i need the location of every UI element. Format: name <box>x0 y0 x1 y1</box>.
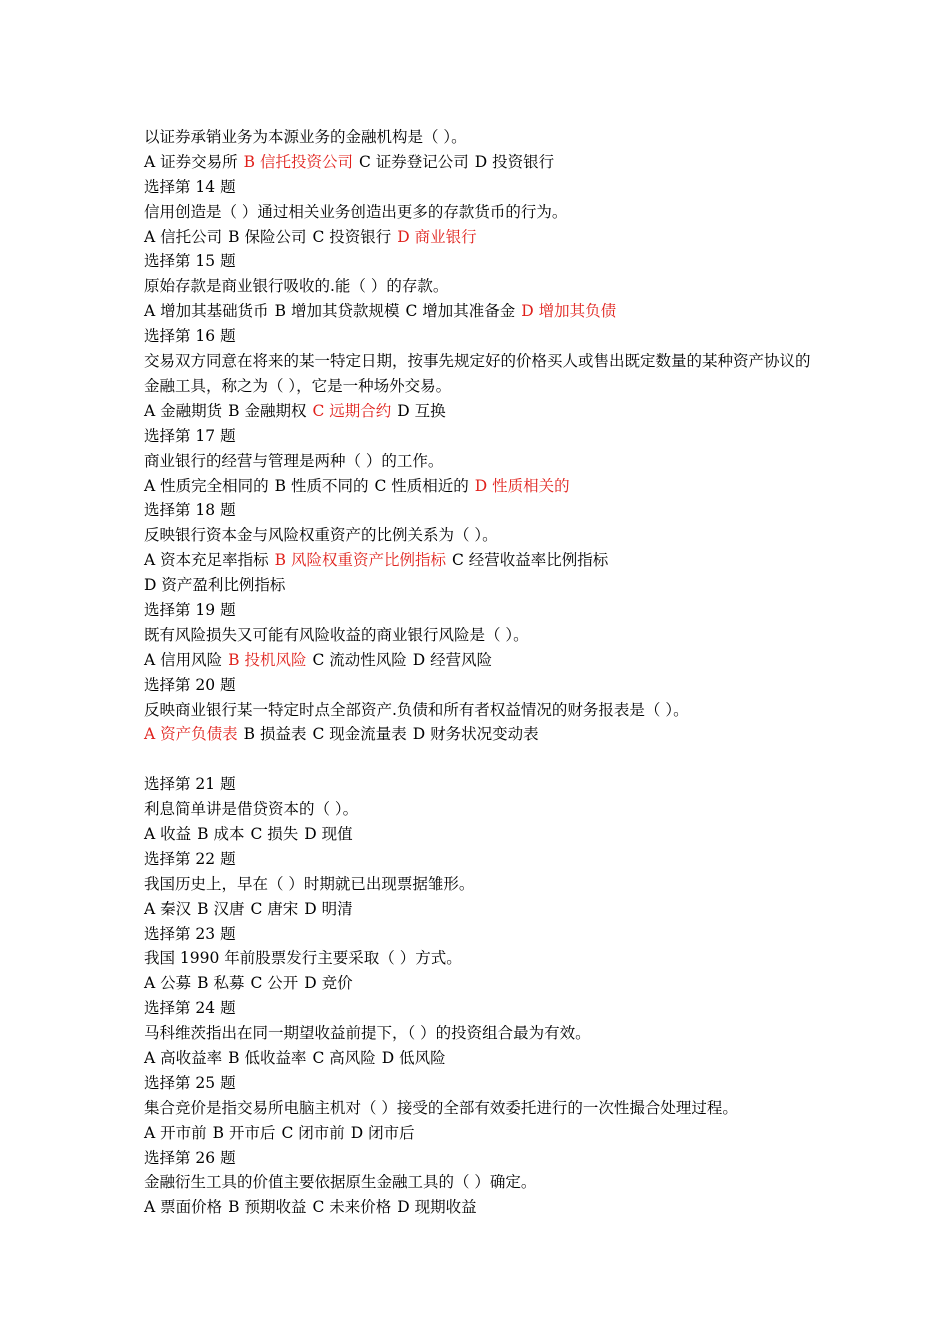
question-text: 反映银行资本金与风险权重资产的比例关系为（ ）。 <box>144 526 498 545</box>
answer-option: D 明清 <box>304 899 353 918</box>
question-number: 选择第 15 题 <box>144 252 236 271</box>
answer-option: A 票面价格 <box>144 1198 223 1217</box>
question-text: 以证券承销业务为本源业务的金融机构是（ ）。 <box>144 128 467 146</box>
question-number: 选择第 26 题 <box>144 1148 236 1167</box>
question-text: 我国历史上，早在（ ）时期就已出现票据雏形。 <box>144 874 475 893</box>
answer-option: B 私募 <box>197 974 245 993</box>
question-number: 选择第 21 题 <box>144 775 236 794</box>
correct-option: B 风险权重资产比例指标 <box>274 551 446 570</box>
answer-option: D 经营风险 <box>412 650 493 669</box>
answer-option: B 损益表 <box>243 725 307 744</box>
answer-options <box>144 648 824 673</box>
document-page <box>144 125 824 1220</box>
answer-options <box>144 150 824 175</box>
question-text: 利息简单讲是借贷资本的（ ）。 <box>144 800 359 819</box>
question-text: 马科维茨指出在同一期望收益前提下，（ ）的投资组合最为有效。 <box>144 1024 591 1043</box>
question-number: 选择第 19 题 <box>144 600 236 619</box>
answer-option: C 公开 <box>250 974 299 993</box>
answer-option: B 预期收益 <box>228 1198 307 1217</box>
answer-option: A 秦汉 <box>144 899 192 918</box>
answer-option: B 低收益率 <box>228 1048 307 1067</box>
answer-option: C 高风险 <box>312 1048 376 1067</box>
answer-option: D 竞价 <box>304 974 353 993</box>
answer-options <box>144 548 824 573</box>
answer-option: D 资产盈利比例指标 <box>144 576 286 595</box>
correct-option: D 增加其负债 <box>521 302 617 321</box>
answer-option: A 高收益率 <box>144 1048 223 1067</box>
question-number: 选择第 25 题 <box>144 1073 236 1092</box>
correct-option: C 远期合约 <box>312 401 392 420</box>
correct-option: B 投机风险 <box>228 650 307 669</box>
answer-option: B 增加其贷款规模 <box>274 302 400 321</box>
question-text: 商业银行的经营与管理是两种（ ）的工作。 <box>144 451 444 470</box>
question-text: 交易双方同意在将来的某一特定日期，按事先规定好的价格买人或售出既定数量的某种资产协议的金融工具，称之为（ ），它是一种场外交易。 <box>144 352 811 395</box>
answer-options <box>144 822 824 847</box>
answer-option: D 低风险 <box>381 1048 446 1067</box>
answer-option: D 财务状况变动表 <box>412 725 539 744</box>
answer-option: B 汉唐 <box>197 899 245 918</box>
answer-option: B 金融期权 <box>228 401 307 420</box>
question-text: 既有风险损失又可能有风险收益的商业银行风险是（ ）。 <box>144 625 529 644</box>
answer-option: C 性质相近的 <box>374 476 469 495</box>
answer-option: A 金融期货 <box>144 401 223 420</box>
question-text: 原始存款是商业银行吸收的.能（ ）的存款。 <box>144 277 449 296</box>
correct-option: B 信托投资公司 <box>243 152 353 171</box>
answer-option: C 未来价格 <box>312 1198 392 1217</box>
answer-option: B 保险公司 <box>228 227 307 246</box>
answer-options <box>144 299 824 324</box>
answer-option: D 闭市后 <box>350 1123 415 1142</box>
answer-option: B 开市后 <box>212 1123 276 1142</box>
answer-option: D 现期收益 <box>397 1198 477 1217</box>
question-number: 选择第 17 题 <box>144 426 236 445</box>
answer-option: C 唐宋 <box>250 899 299 918</box>
answer-option: D 互换 <box>397 401 446 420</box>
answer-option: D 现值 <box>304 824 353 843</box>
answer-options <box>144 971 824 996</box>
answer-option: C 证券登记公司 <box>358 152 469 171</box>
question-text: 我国 1990 年前股票发行主要采取（ ）方式。 <box>144 949 462 968</box>
question-text: 反映商业银行某一特定时点全部资产.负债和所有者权益情况的财务报表是（ ）。 <box>144 700 689 719</box>
answer-option: A 增加其基础货币 <box>144 302 269 321</box>
question-number: 选择第 23 题 <box>144 924 236 943</box>
answer-option: A 证券交易所 <box>144 152 238 171</box>
answer-options <box>144 474 824 499</box>
question-number: 选择第 22 题 <box>144 849 236 868</box>
question-text: 集合竞价是指交易所电脑主机对（ ）接受的全部有效委托进行的一次性撮合处理过程。 <box>144 1098 738 1117</box>
answer-option: C 增加其准备金 <box>405 302 516 321</box>
answer-option: A 性质完全相同的 <box>144 476 269 495</box>
question-text: 信用创造是（ ）通过相关业务创造出更多的存款货币的行为。 <box>144 202 568 221</box>
answer-option: C 损失 <box>250 824 299 843</box>
correct-option: D 商业银行 <box>397 227 477 246</box>
answer-option: C 现金流量表 <box>312 725 407 744</box>
answer-options <box>144 399 824 424</box>
question-number: 选择第 16 题 <box>144 327 236 346</box>
answer-option: B 成本 <box>197 824 245 843</box>
answer-option: A 信用风险 <box>144 650 223 669</box>
answer-option: A 开市前 <box>144 1123 207 1142</box>
answer-options <box>144 897 824 922</box>
answer-option: A 信托公司 <box>144 227 223 246</box>
answer-options <box>144 1195 824 1220</box>
answer-option: A 收益 <box>144 824 192 843</box>
answer-option: C 流动性风险 <box>312 650 407 669</box>
answer-options <box>144 1121 824 1146</box>
answer-option: D 投资银行 <box>474 152 555 171</box>
answer-option: A 公募 <box>144 974 192 993</box>
answer-options <box>144 573 824 598</box>
question-number: 选择第 20 题 <box>144 675 236 694</box>
question-number: 选择第 18 题 <box>144 501 236 520</box>
question-text: 金融衍生工具的价值主要依据原生金融工具的（ ）确定。 <box>144 1173 537 1192</box>
correct-option: D 性质相关的 <box>474 476 570 495</box>
answer-option: C 投资银行 <box>312 227 392 246</box>
answer-options <box>144 225 824 250</box>
answer-option: B 性质不同的 <box>274 476 369 495</box>
blank-line <box>144 747 824 772</box>
answer-option: C 闭市前 <box>281 1123 345 1142</box>
answer-option: C 经营收益率比例指标 <box>451 551 609 570</box>
answer-options <box>144 722 824 747</box>
correct-option: A 资产负债表 <box>144 725 238 744</box>
question-number: 选择第 14 题 <box>144 177 236 196</box>
question-number: 选择第 24 题 <box>144 999 236 1018</box>
answer-options <box>144 1046 824 1071</box>
answer-option: A 资本充足率指标 <box>144 551 269 570</box>
